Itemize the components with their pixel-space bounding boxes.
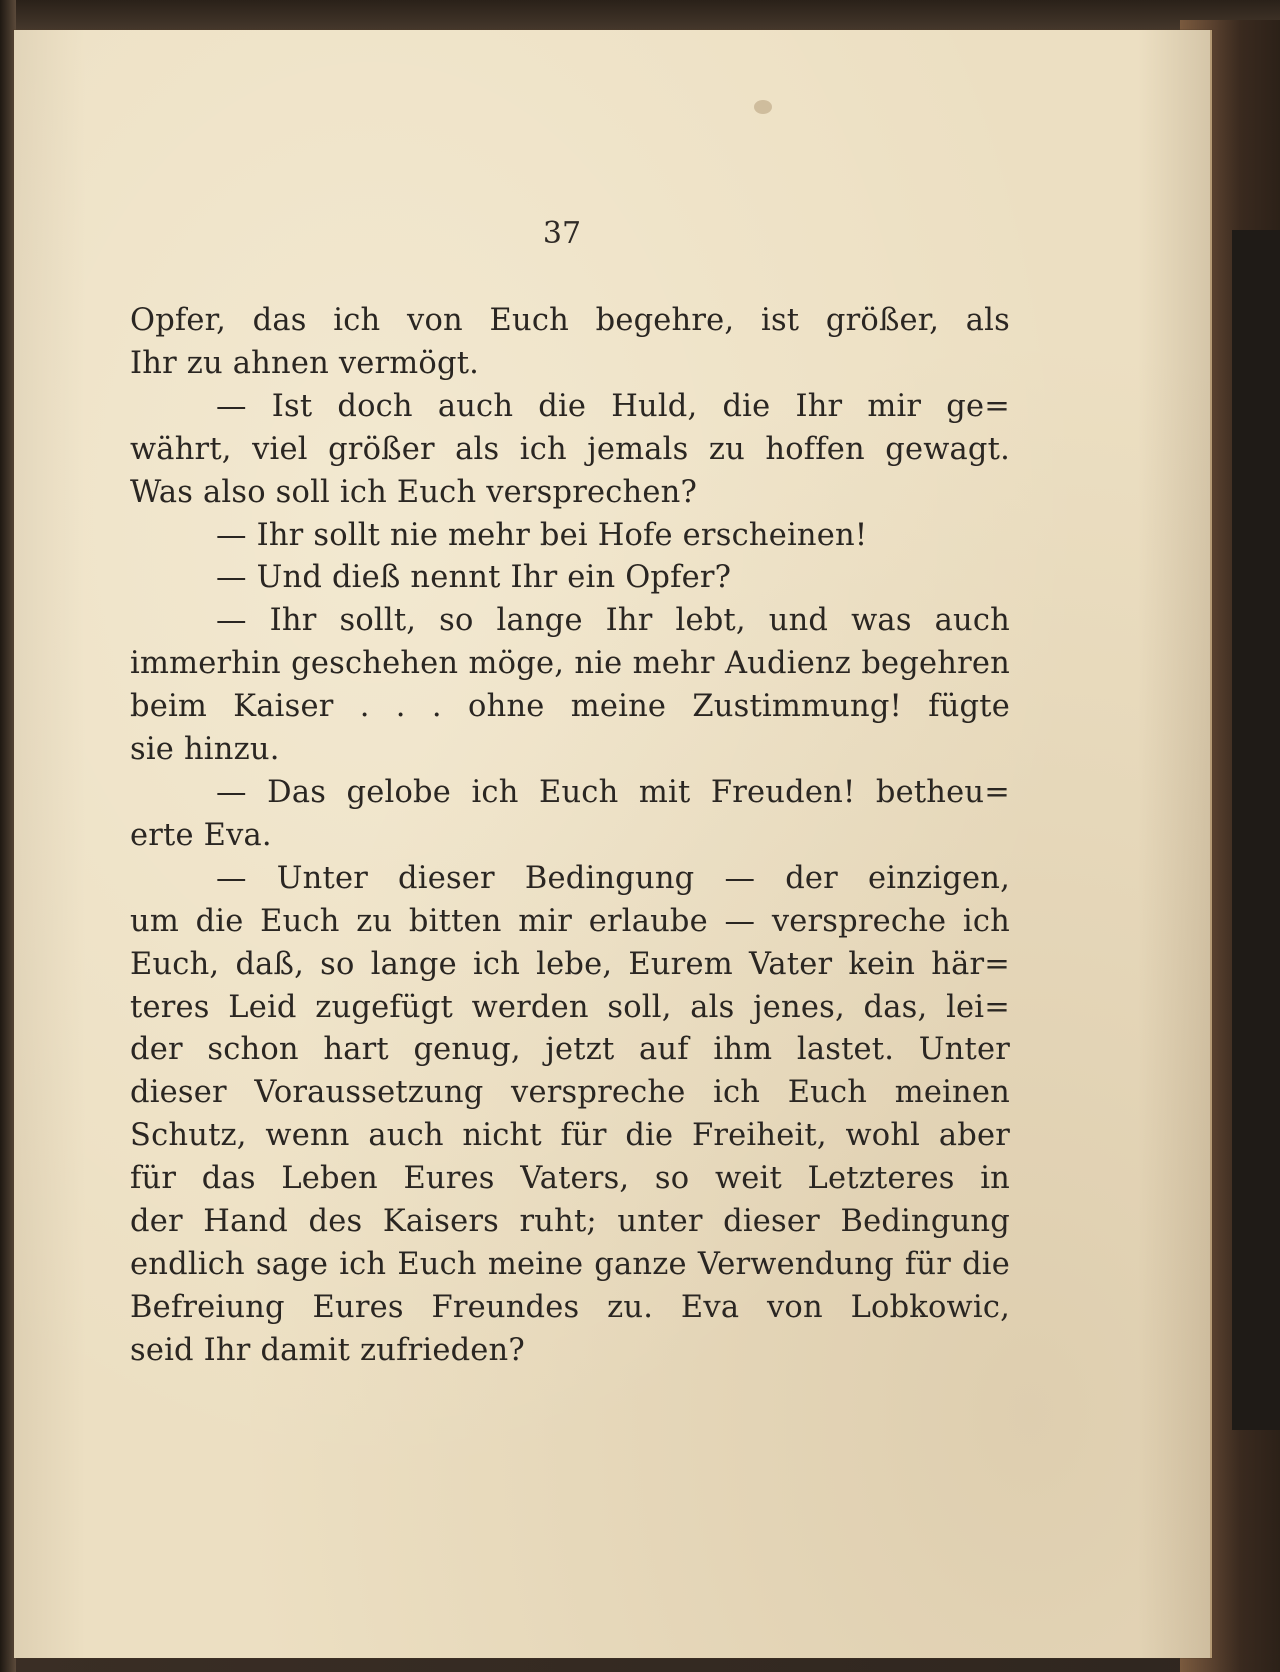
book-page xyxy=(14,30,1212,1658)
text-line: sie hinzu. xyxy=(130,732,280,768)
text-line: — Ihr sollt nie mehr bei Hofe erscheinen! xyxy=(216,517,868,553)
text-line: um die Euch zu bitten mir erlaube — verspreche ich xyxy=(130,903,1010,939)
text-line: teres Leid zugefügt werden soll, als jenes, das, lei= xyxy=(130,989,1010,1025)
page-text xyxy=(130,300,1010,1373)
book-cover-dark-band xyxy=(1232,230,1280,1430)
text-line: — Unter dieser Bedingung — der einzigen, xyxy=(216,860,1010,896)
text-line: — Ist doch auch die Huld, die Ihr mir ge= xyxy=(216,388,1010,424)
text-line: erte Eva. xyxy=(130,817,272,853)
text-line: Euch, daß, so lange ich lebe, Eurem Vater kein här= xyxy=(130,946,1010,982)
text-line: Ihr zu ahnen vermögt. xyxy=(130,345,480,381)
text-line: der schon hart genug, jetzt auf ihm lastet. Unter xyxy=(130,1032,1010,1068)
text-line: für das Leben Eures Vaters, so weit Letzteres in xyxy=(130,1161,1010,1197)
text-line: Schutz, wenn auch nicht für die Freiheit, wohl aber xyxy=(130,1118,1010,1154)
text-line: — Das gelobe ich Euch mit Freuden! betheu= xyxy=(216,774,1010,810)
text-line: dieser Voraussetzung verspreche ich Euch meinen xyxy=(130,1075,1010,1111)
text-line: beim Kaiser . . . ohne meine Zustimmung! fügte xyxy=(130,689,1010,725)
text-line: immerhin geschehen möge, nie mehr Audienz begehren xyxy=(130,646,1010,682)
text-line: — Und dieß nennt Ihr ein Opfer? xyxy=(216,560,732,596)
paper-stain xyxy=(754,100,772,114)
text-line: der Hand des Kaisers ruht; unter dieser Bedingung xyxy=(130,1204,1010,1240)
text-line: — Ihr sollt, so lange Ihr lebt, und was auch xyxy=(216,603,1010,639)
text-line: endlich sage ich Euch meine ganze Verwendung für die xyxy=(130,1246,1010,1282)
text-line: Opfer, das ich von Euch begehre, ist größer, als xyxy=(130,303,1010,338)
text-line: Was also soll ich Euch versprechen? xyxy=(130,474,698,510)
text-line: Befreiung Eures Freundes zu. Eva von Lobkowic, xyxy=(130,1289,1010,1325)
text-line: währt, viel größer als ich jemals zu hoffen gewagt. xyxy=(130,431,1010,467)
text-line: seid Ihr damit zufrieden? xyxy=(130,1332,525,1368)
page-number: 37 xyxy=(542,216,582,251)
